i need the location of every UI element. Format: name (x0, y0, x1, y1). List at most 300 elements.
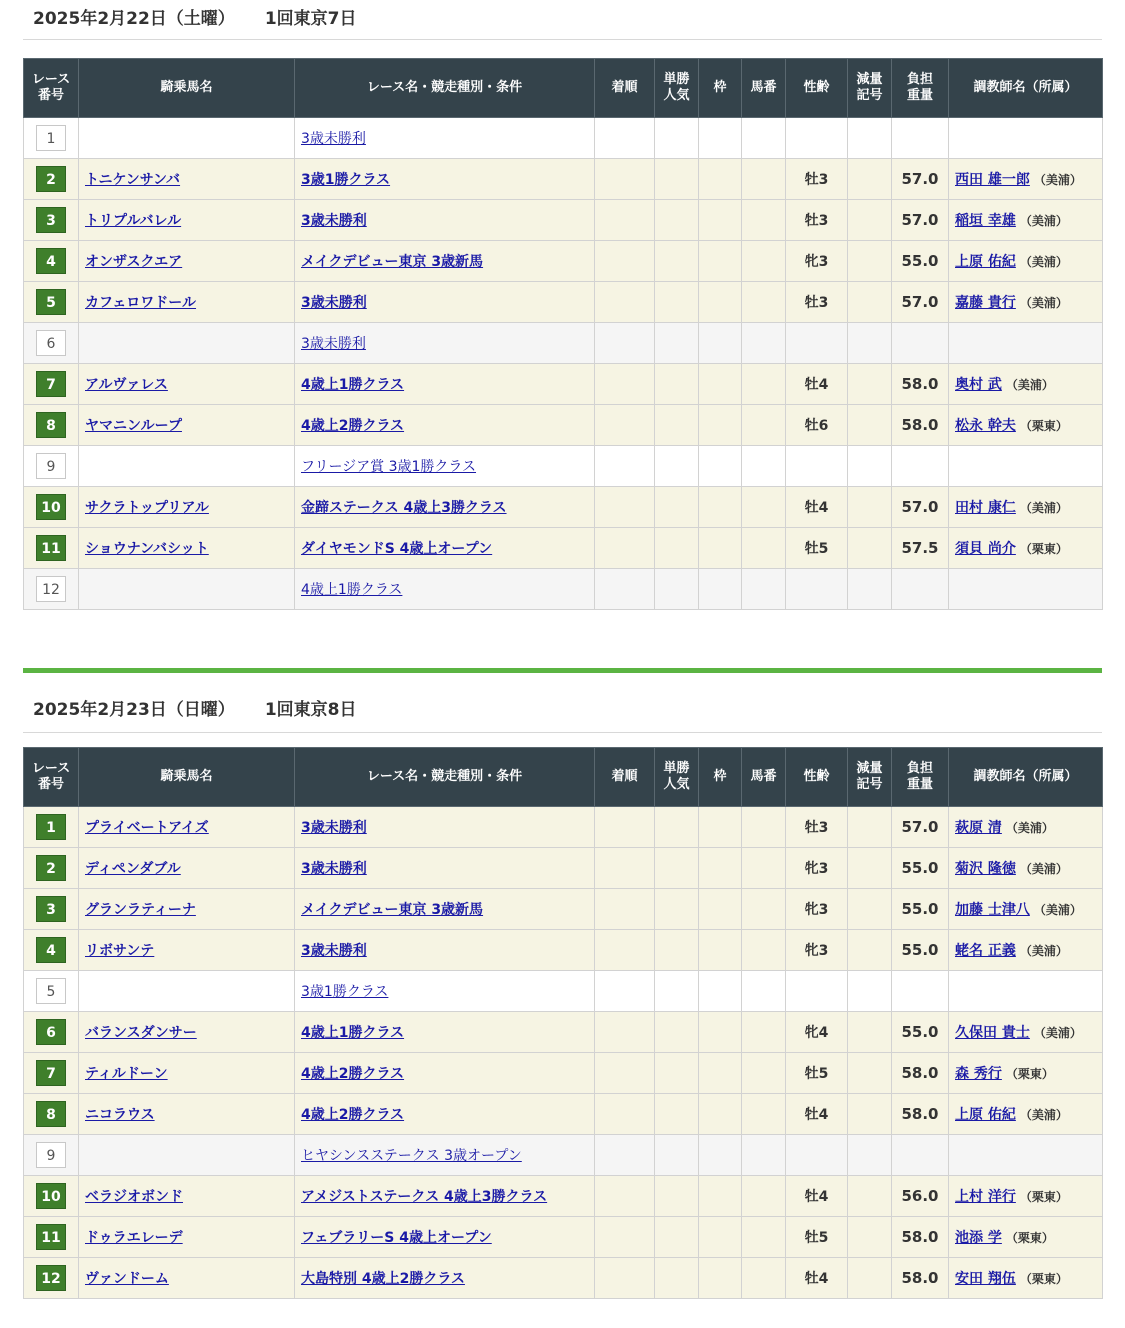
race-name-link[interactable]: フリージア賞 3歳1勝クラス (301, 459, 477, 475)
col-header-sex-age: 性齢 (786, 748, 848, 807)
race-row (24, 569, 1103, 610)
race-name-link[interactable]: ヒヤシンスステークス 3歳オープン (301, 1148, 522, 1164)
race-row (24, 323, 1103, 364)
sex-age-cell: 牡4 (786, 1176, 848, 1217)
odds-rank-cell (655, 528, 699, 569)
race-name-cell (295, 889, 595, 930)
race-name-link[interactable]: 3歳未勝利 (301, 295, 367, 311)
weight-cell: 55.0 (892, 930, 949, 971)
finish-cell (595, 1094, 655, 1135)
weight-mark-cell (848, 528, 892, 569)
race-name-link[interactable]: 4歳上1勝クラス (301, 582, 403, 598)
race-number-cell (24, 1258, 79, 1299)
race-name-link[interactable]: メイクデビュー東京 3歳新馬 (301, 254, 484, 270)
weight-mark-cell (848, 1176, 892, 1217)
race-number-badge: 2 (36, 855, 66, 881)
race-name-cell (295, 848, 595, 889)
race-row (24, 848, 1103, 889)
race-number-badge: 9 (36, 453, 66, 479)
race-name-link[interactable]: アメジストステークス 4歳上3勝クラス (301, 1189, 548, 1205)
horse-no-cell (742, 446, 786, 487)
finish-cell (595, 1258, 655, 1299)
odds-rank-cell (655, 159, 699, 200)
weight-cell: 57.0 (892, 159, 949, 200)
odds-rank-cell (655, 282, 699, 323)
weight-mark-cell (848, 569, 892, 610)
race-number-cell (24, 1217, 79, 1258)
race-number-cell (24, 405, 79, 446)
trainer-link[interactable]: 萩原 清 (955, 820, 1002, 836)
weight-mark-cell (848, 1258, 892, 1299)
race-number-badge: 3 (36, 896, 66, 922)
horse-name-cell (79, 971, 295, 1012)
col-header-race-name: レース名・競走種別・条件 (295, 59, 595, 118)
horse-no-cell (742, 1135, 786, 1176)
race-number-cell (24, 200, 79, 241)
trainer-affiliation: （栗東） (1019, 1190, 1068, 1204)
horse-no-cell (742, 364, 786, 405)
trainer-link[interactable]: 須貝 尚介 (955, 541, 1016, 557)
header-row (24, 59, 1103, 118)
trainer-cell (949, 569, 1103, 610)
race-name-cell (295, 971, 595, 1012)
race-row (24, 1217, 1103, 1258)
trainer-affiliation: （美浦） (1005, 378, 1054, 392)
day-meeting: 1回東京8日 (264, 700, 357, 720)
race-name-link[interactable]: フェブラリーS 4歳上オープン (301, 1230, 492, 1246)
race-name-link[interactable]: 金蹄ステークス 4歳上3勝クラス (301, 500, 507, 516)
race-number-cell (24, 446, 79, 487)
weight-mark-cell (848, 446, 892, 487)
race-name-cell (295, 405, 595, 446)
trainer-affiliation: （美浦） (1033, 1026, 1082, 1040)
weight-mark-cell (848, 1012, 892, 1053)
trainer-affiliation: （美浦） (1019, 501, 1068, 515)
trainer-cell (949, 118, 1103, 159)
race-number-badge: 8 (36, 1101, 66, 1127)
weight-mark-cell (848, 930, 892, 971)
horse-name-cell (79, 364, 295, 405)
horse-name-link[interactable]: リボサンテ (85, 943, 155, 959)
trainer-cell (949, 1217, 1103, 1258)
horse-name-cell (79, 241, 295, 282)
race-number-badge: 9 (36, 1142, 66, 1168)
trainer-link[interactable]: 森 秀行 (955, 1066, 1002, 1082)
horse-name-cell (79, 1217, 295, 1258)
trainer-link[interactable]: 上原 佑紀 (955, 1107, 1016, 1123)
race-number-cell (24, 159, 79, 200)
trainer-cell (949, 446, 1103, 487)
trainer-link[interactable]: 久保田 貴士 (955, 1025, 1030, 1041)
race-number-badge: 7 (36, 371, 66, 397)
race-name-link[interactable]: 3歳未勝利 (301, 131, 366, 147)
horse-no-cell (742, 569, 786, 610)
weight-mark-cell (848, 118, 892, 159)
day-date: 2025年2月22日（土曜） (33, 9, 235, 29)
trainer-cell (949, 807, 1103, 848)
horse-no-cell (742, 1012, 786, 1053)
horse-name-cell (79, 930, 295, 971)
trainer-cell (949, 1053, 1103, 1094)
horse-name-cell (79, 1176, 295, 1217)
weight-cell: 56.0 (892, 1176, 949, 1217)
finish-cell (595, 159, 655, 200)
horse-name-cell (79, 889, 295, 930)
trainer-cell (949, 1012, 1103, 1053)
sex-age-cell: 牡4 (786, 487, 848, 528)
trainer-link[interactable]: 加藤 士津八 (955, 902, 1030, 918)
weight-cell: 58.0 (892, 1258, 949, 1299)
horse-no-cell (742, 889, 786, 930)
horse-name-cell (79, 487, 295, 528)
frame-cell (699, 889, 742, 930)
race-row (24, 889, 1103, 930)
sex-age-cell (786, 446, 848, 487)
race-number-badge: 5 (36, 978, 66, 1004)
race-number-cell (24, 889, 79, 930)
odds-rank-cell (655, 200, 699, 241)
weight-cell (892, 118, 949, 159)
finish-cell (595, 971, 655, 1012)
odds-rank-cell (655, 889, 699, 930)
race-name-link[interactable]: ダイヤモンドS 4歳上オープン (301, 541, 493, 557)
sex-age-cell: 牡3 (786, 200, 848, 241)
odds-rank-cell (655, 1135, 699, 1176)
frame-cell (699, 1176, 742, 1217)
horse-no-cell (742, 971, 786, 1012)
race-name-cell (295, 807, 595, 848)
day-header (23, 673, 1102, 733)
horse-name-cell (79, 446, 295, 487)
race-row (24, 1135, 1103, 1176)
trainer-cell (949, 1176, 1103, 1217)
sex-age-cell: 牝3 (786, 889, 848, 930)
frame-cell (699, 848, 742, 889)
frame-cell (699, 807, 742, 848)
frame-cell (699, 1258, 742, 1299)
weight-mark-cell (848, 200, 892, 241)
race-name-link[interactable]: 大島特別 4歳上2勝クラス (301, 1271, 465, 1287)
trainer-link[interactable]: 奥村 武 (955, 377, 1002, 393)
sex-age-cell (786, 118, 848, 159)
horse-name-link[interactable]: カフェロワドール (85, 295, 197, 311)
race-name-link[interactable]: 3歳1勝クラス (301, 172, 391, 188)
odds-rank-cell (655, 1012, 699, 1053)
frame-cell (699, 1135, 742, 1176)
race-number-cell (24, 569, 79, 610)
race-row (24, 930, 1103, 971)
finish-cell (595, 1176, 655, 1217)
frame-cell (699, 159, 742, 200)
trainer-link[interactable]: 池添 学 (955, 1230, 1002, 1246)
horse-name-link[interactable]: オンザスクエア (85, 254, 183, 270)
race-name-link[interactable]: 3歳未勝利 (301, 213, 367, 229)
horse-no-cell (742, 159, 786, 200)
frame-cell (699, 487, 742, 528)
weight-mark-cell (848, 889, 892, 930)
race-name-link[interactable]: 3歳1勝クラス (301, 984, 389, 1000)
odds-rank-cell (655, 971, 699, 1012)
race-number-cell (24, 1012, 79, 1053)
frame-cell (699, 569, 742, 610)
weight-cell: 55.0 (892, 889, 949, 930)
trainer-link[interactable]: 菊沢 隆徳 (955, 861, 1016, 877)
col-header-horse: 騎乗馬名 (79, 59, 295, 118)
weight-cell: 57.0 (892, 487, 949, 528)
finish-cell (595, 1217, 655, 1258)
race-row (24, 1094, 1103, 1135)
race-number-badge: 4 (36, 248, 66, 274)
race-number-badge: 3 (36, 207, 66, 233)
horse-no-cell (742, 848, 786, 889)
race-number-badge: 8 (36, 412, 66, 438)
race-name-cell (295, 1094, 595, 1135)
race-name-link[interactable]: 3歳未勝利 (301, 336, 366, 352)
finish-cell (595, 1135, 655, 1176)
race-name-link[interactable]: 3歳未勝利 (301, 861, 367, 877)
horse-name-link[interactable]: ドゥラエレーデ (85, 1230, 183, 1246)
odds-rank-cell (655, 807, 699, 848)
race-name-link[interactable]: 4歳上2勝クラス (301, 1107, 405, 1123)
horse-name-link[interactable]: ディペンダブル (85, 861, 181, 877)
trainer-cell (949, 1135, 1103, 1176)
weight-mark-cell (848, 807, 892, 848)
horse-name-link[interactable]: トリプルバレル (85, 213, 182, 229)
trainer-cell (949, 971, 1103, 1012)
horse-name-cell (79, 1258, 295, 1299)
trainer-link[interactable]: 西田 雄一郎 (955, 172, 1030, 188)
odds-rank-cell (655, 848, 699, 889)
horse-no-cell (742, 1217, 786, 1258)
finish-cell (595, 118, 655, 159)
trainer-affiliation: （美浦） (1019, 214, 1068, 228)
race-name-cell (295, 487, 595, 528)
horse-no-cell (742, 1258, 786, 1299)
weight-cell (892, 569, 949, 610)
race-number-cell (24, 807, 79, 848)
trainer-affiliation: （美浦） (1033, 173, 1082, 187)
race-number-badge: 11 (36, 1224, 66, 1250)
race-row (24, 282, 1103, 323)
weight-mark-cell (848, 1217, 892, 1258)
col-header-race-no: レース 番号 (24, 59, 79, 118)
race-number-badge: 1 (36, 125, 66, 151)
trainer-link[interactable]: 松永 幹夫 (955, 418, 1016, 434)
day-section-1 (23, 0, 1102, 598)
race-name-link[interactable]: 3歳未勝利 (301, 943, 367, 959)
horse-no-cell (742, 241, 786, 282)
weight-mark-cell (848, 282, 892, 323)
horse-name-cell (79, 1053, 295, 1094)
horse-name-link[interactable]: ニコラウス (85, 1107, 155, 1123)
horse-no-cell (742, 1176, 786, 1217)
race-name-cell (295, 1258, 595, 1299)
weight-cell: 58.0 (892, 405, 949, 446)
horse-name-link[interactable]: ショウナンバシット (85, 541, 209, 557)
sex-age-cell (786, 1135, 848, 1176)
trainer-link[interactable]: 田村 康仁 (955, 500, 1016, 516)
race-number-badge: 7 (36, 1060, 66, 1086)
race-name-cell (295, 1012, 595, 1053)
col-header-finish: 着順 (595, 748, 655, 807)
sex-age-cell: 牝3 (786, 848, 848, 889)
weight-mark-cell (848, 1094, 892, 1135)
race-number-badge: 2 (36, 166, 66, 192)
horse-no-cell (742, 323, 786, 364)
race-name-cell (295, 446, 595, 487)
horse-name-link[interactable]: ティルドーン (85, 1066, 168, 1082)
trainer-link[interactable]: 上村 洋行 (955, 1189, 1016, 1205)
race-name-link[interactable]: 4歳上1勝クラス (301, 1025, 405, 1041)
trainer-cell (949, 848, 1103, 889)
horse-name-link[interactable]: ヤマニンループ (85, 418, 182, 434)
horse-name-cell (79, 118, 295, 159)
horse-name-link[interactable]: バランスダンサー (85, 1025, 197, 1041)
finish-cell (595, 241, 655, 282)
frame-cell (699, 1094, 742, 1135)
trainer-link[interactable]: 稲垣 幸雄 (955, 213, 1016, 229)
odds-rank-cell (655, 405, 699, 446)
race-table (23, 58, 1103, 610)
trainer-link[interactable]: 上原 佑紀 (955, 254, 1016, 270)
horse-name-cell (79, 323, 295, 364)
race-number-cell (24, 971, 79, 1012)
horse-name-cell (79, 159, 295, 200)
race-name-cell (295, 1053, 595, 1094)
col-header-horse: 騎乗馬名 (79, 748, 295, 807)
race-number-badge: 12 (36, 576, 66, 602)
sex-age-cell: 牡5 (786, 528, 848, 569)
race-number-badge: 6 (36, 330, 66, 356)
horse-name-cell (79, 569, 295, 610)
trainer-cell (949, 1258, 1103, 1299)
sex-age-cell: 牝3 (786, 930, 848, 971)
horse-no-cell (742, 1053, 786, 1094)
sex-age-cell: 牝4 (786, 1012, 848, 1053)
race-name-cell (295, 569, 595, 610)
weight-cell: 55.0 (892, 848, 949, 889)
horse-name-link[interactable]: ベラジオボンド (85, 1189, 183, 1205)
weight-cell: 58.0 (892, 364, 949, 405)
odds-rank-cell (655, 1053, 699, 1094)
race-name-link[interactable]: 4歳上1勝クラス (301, 377, 405, 393)
col-header-odds-rank: 単勝 人気 (655, 59, 699, 118)
horse-name-link[interactable]: サクラトップリアル (85, 500, 209, 516)
finish-cell (595, 1053, 655, 1094)
race-number-cell (24, 1135, 79, 1176)
weight-mark-cell (848, 1053, 892, 1094)
odds-rank-cell (655, 446, 699, 487)
trainer-link[interactable]: 嘉藤 貴行 (955, 295, 1016, 311)
horse-name-cell (79, 282, 295, 323)
race-name-link[interactable]: 4歳上2勝クラス (301, 418, 405, 434)
odds-rank-cell (655, 930, 699, 971)
race-name-cell (295, 200, 595, 241)
weight-cell: 57.0 (892, 200, 949, 241)
frame-cell (699, 323, 742, 364)
horse-name-link[interactable]: プライベートアイズ (85, 820, 209, 836)
trainer-cell (949, 200, 1103, 241)
race-number-cell (24, 323, 79, 364)
race-row (24, 446, 1103, 487)
odds-rank-cell (655, 118, 699, 159)
race-number-badge: 6 (36, 1019, 66, 1045)
frame-cell (699, 930, 742, 971)
race-name-link[interactable]: メイクデビュー東京 3歳新馬 (301, 902, 484, 918)
finish-cell (595, 930, 655, 971)
frame-cell (699, 282, 742, 323)
race-row (24, 405, 1103, 446)
trainer-cell (949, 930, 1103, 971)
weight-cell (892, 1135, 949, 1176)
trainer-link[interactable]: 安田 翔伍 (955, 1271, 1016, 1287)
trainer-affiliation: （美浦） (1019, 1108, 1068, 1122)
race-name-cell (295, 930, 595, 971)
trainer-affiliation: （美浦） (1019, 255, 1068, 269)
trainer-affiliation: （美浦） (1033, 903, 1082, 917)
sex-age-cell: 牡3 (786, 159, 848, 200)
horse-name-link[interactable]: トニケンサンバ (85, 172, 181, 188)
horse-no-cell (742, 487, 786, 528)
weight-cell (892, 446, 949, 487)
sex-age-cell: 牡4 (786, 1094, 848, 1135)
race-row (24, 118, 1103, 159)
trainer-affiliation: （美浦） (1019, 296, 1068, 310)
odds-rank-cell (655, 241, 699, 282)
trainer-cell (949, 487, 1103, 528)
frame-cell (699, 241, 742, 282)
race-row (24, 528, 1103, 569)
horse-name-link[interactable]: グランラティーナ (85, 902, 196, 918)
frame-cell (699, 118, 742, 159)
race-name-link[interactable]: 3歳未勝利 (301, 820, 367, 836)
horse-no-cell (742, 405, 786, 446)
horse-no-cell (742, 200, 786, 241)
odds-rank-cell (655, 487, 699, 528)
horse-no-cell (742, 1094, 786, 1135)
race-name-link[interactable]: 4歳上2勝クラス (301, 1066, 405, 1082)
horse-no-cell (742, 528, 786, 569)
trainer-affiliation: （栗東） (1019, 1272, 1068, 1286)
trainer-affiliation: （美浦） (1005, 821, 1054, 835)
race-number-cell (24, 241, 79, 282)
race-name-cell (295, 1176, 595, 1217)
trainer-link[interactable]: 蛯名 正義 (955, 943, 1016, 959)
horse-name-cell (79, 1094, 295, 1135)
weight-cell: 55.0 (892, 1012, 949, 1053)
col-header-sex-age: 性齢 (786, 59, 848, 118)
frame-cell (699, 446, 742, 487)
race-number-cell (24, 282, 79, 323)
horse-name-cell (79, 848, 295, 889)
trainer-affiliation: （栗東） (1005, 1231, 1054, 1245)
horse-name-cell (79, 807, 295, 848)
weight-cell (892, 323, 949, 364)
col-header-race-no: レース 番号 (24, 748, 79, 807)
frame-cell (699, 200, 742, 241)
horse-name-cell (79, 1135, 295, 1176)
race-row (24, 1176, 1103, 1217)
finish-cell (595, 282, 655, 323)
trainer-cell (949, 405, 1103, 446)
horse-name-link[interactable]: ヴァンドーム (85, 1271, 169, 1287)
col-header-frame: 枠 (699, 748, 742, 807)
col-header-trainer: 調教師名（所属） (949, 748, 1103, 807)
trainer-cell (949, 323, 1103, 364)
horse-name-link[interactable]: アルヴァレス (85, 377, 168, 393)
day-meeting: 1回東京7日 (264, 9, 357, 29)
finish-cell (595, 569, 655, 610)
